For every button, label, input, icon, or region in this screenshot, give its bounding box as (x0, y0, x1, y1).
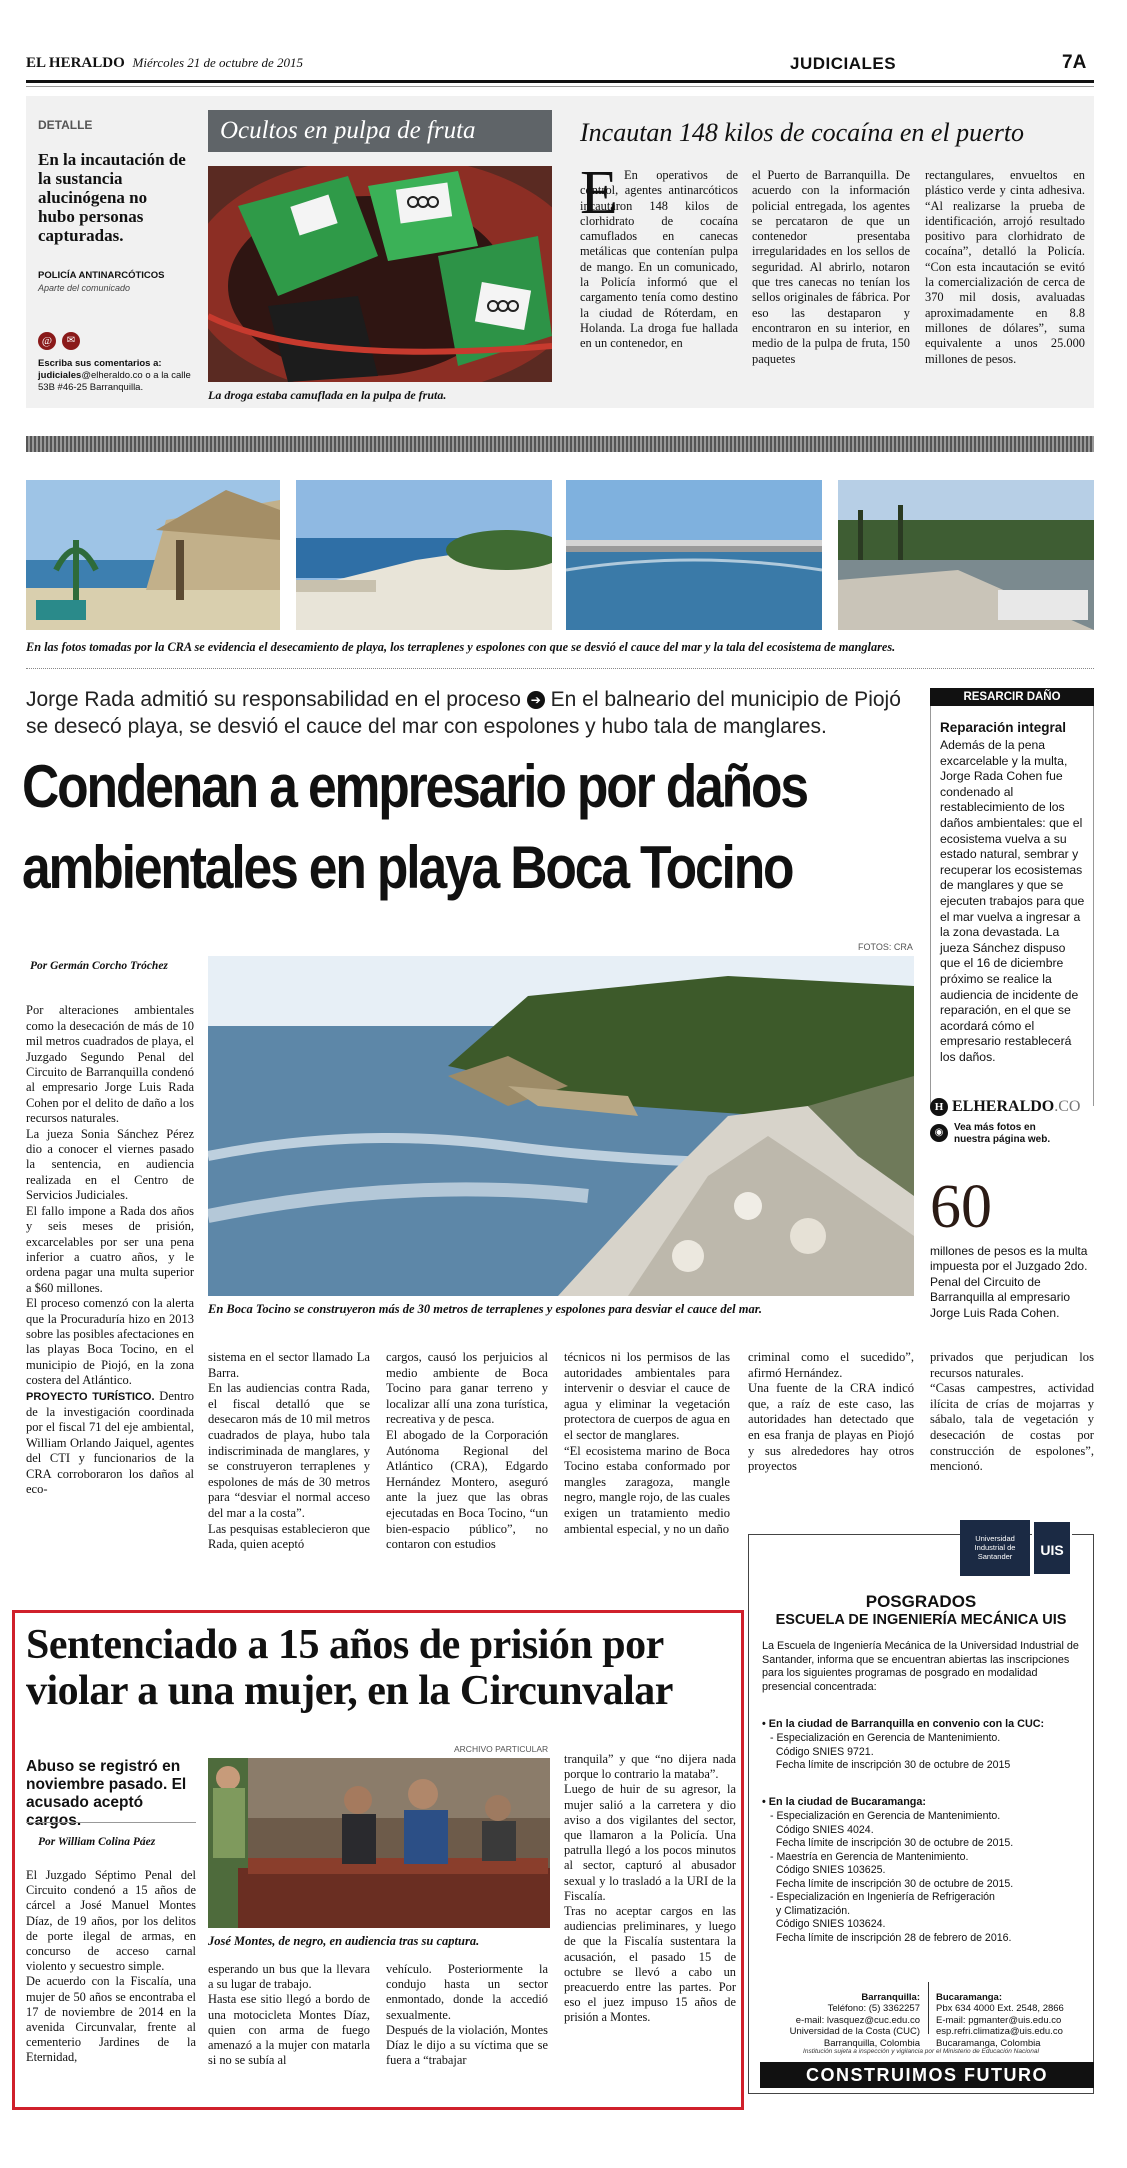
second-photo-caption: José Montes, de negro, en audiencia tras su captura. (208, 1934, 480, 1948)
ad-intro: La Escuela de Ingeniería Mecánica de la Universidad Industrial de Santander, informa que se encuentran abiertas las inscripciones para los siguientes programas de posgrado en modalidad presencial concentrada: (762, 1640, 1079, 1693)
camera-icon: ◉ (930, 1124, 948, 1142)
strip-photo-3 (566, 480, 822, 630)
ad-list-line: Fecha límite de inscripción 28 de febrero de 2016. (770, 1931, 1012, 1944)
ad-subtitle: ESCUELA DE INGENIERÍA MECÁNICA UIS (775, 1612, 1067, 1628)
web-text: Vea más fotos en nuestra página web. (954, 1122, 1051, 1145)
web-logo-suffix: .CO (1054, 1098, 1081, 1115)
second-col-a: El Juzgado Séptimo Penal del Circuito condenó a 15 años de cárcel a José Manuel Montes Díaz, de 19 años, por los delitos de porte ilegal de armas, en concurso de acceso carnal violento y secuestro simple. De acuerdo con la Fiscalía, una mujer de 50 años se encontraba el 17 de noviembre de 2014 en la avenida Circunvalar, frente al cementerio Jardines de la Eternidad, (26, 1868, 196, 2065)
kicker-a: Jorge Rada admitió su responsabilidad en el proceso (26, 688, 521, 711)
ad-contact-left-title: Barranquilla: (861, 1991, 920, 2003)
fruit-col-1: En operativos de control, agentes antinarcóticos incautaron 148 kilos de clorhidrato de cocaína camuflados en canecas metálicas que contenían pulpa de mango. En un comunicado, la Policía informó que el cargamento tenía como destino la ciudad de Róterdam, en Holanda. La droga fue hallada en un contenedor, en (580, 168, 738, 351)
main-col-c: cargos, causó los perjuicios al medio ambiente de Boca Tocino para ganar terreno y localizar allí una zona turística, recreativa y de pesca. El abogado de la Corporación Autónoma Regional del Atlántico (CRA), Edgardo Hernández Montero, aseguró ante la juez que las obras ejecutadas en Boca Tocino, “un bien-espacio público”, no contaron con estudios (386, 1350, 548, 1552)
main-kicker (26, 686, 916, 740)
main-col-a2-text: Dentro de la investigación coordinada por el fiscal 71 del eje ambiental, William Orlando Jaiquel, agentes del CTI y funcionarios de la CRA corroboraron los daños al eco- (26, 1388, 194, 1496)
strip-photo-2 (296, 480, 552, 630)
ad-list-line: Código SNIES 4024. (770, 1823, 874, 1836)
main-col-a (26, 988, 194, 1497)
ad-logo-mark: UIS (1032, 1520, 1072, 1576)
section-name: JUDICIALES (790, 54, 897, 73)
second-deck: Abuso se registró en noviembre pasado. El acusado aceptó cargos. (26, 1758, 187, 1829)
ad-contact-right-text: Pbx 634 4000 Ext. 2548, 2866 E-mail: pgmanter@uis.edu.co esp.refri.climatiza@uis.edu.co Bucaramanga, Colombia (936, 2003, 1064, 2049)
web-logo (952, 1098, 1080, 1116)
ad-footer: CONSTRUIMOS FUTURO (760, 2062, 1094, 2088)
ad-contact-divider (928, 1982, 929, 2034)
kicker-b: En el balneario del municipio de Piojó se desecó playa, se desvió el cauce del mar con espolones y hubo tala de manglares. (26, 688, 901, 738)
second-photo (208, 1758, 550, 1928)
ad-contact-left (770, 1980, 920, 2049)
deck-rule (26, 1822, 196, 1823)
fruit-col-2: el Puerto de Barranquilla. De acuerdo con la información policial entregada, los agentes se percataron de que un contenedor presentaba irregularidades en los sellos de seguridad. Al abrirlo, notaron que tres canecas no tenían los sellos originales de fábrica. Por eso las destaparon y encontraron en su interior, en medio de la pulpa de fruta, 150 paquetes (752, 168, 910, 366)
ad-city-1: • En la ciudad de Barranquilla en convenio con la CUC: (762, 1718, 1045, 1730)
ad-contact-right-title: Bucaramanga: (936, 1991, 1002, 2003)
ad-city-2: • En la ciudad de Bucaramanga: (762, 1796, 926, 1808)
second-headline: Sentenciado a 15 años de prisión por violar a una mujer, en la Circunvalar (26, 1622, 673, 1714)
header-rule (26, 80, 1094, 83)
strip-caption: En las fotos tomadas por la CRA se evidencia el desecamiento de playa, los terraplenes y espolones con que se desvió el cauce del mar y la tala del ecosistema de manglares. (26, 640, 896, 654)
ad-list-line: y Climatización. (770, 1904, 851, 1917)
sidebar-text: Además de la pena excarcelable y la multa, Jorge Rada Cohen fue condenado al restablecimiento de los daños ambientales: que el ecosistema vuelva a su estado natural, sembrar y recuperar los ecosistemas de manglares y que se ejecuten trabajos para que el mar vuelva a ingresar a la zona devastada. La jueza Sánchez dispuso que el 16 de diciembre próximo se realice la audiencia de incidente de reparación, en el que se acordará cómo el empresario restablecerá los daños. (940, 738, 1085, 1064)
fruit-photo-title: Ocultos en pulpa de fruta (208, 110, 552, 152)
contact-lead: Escriba sus comentarios a: (38, 358, 162, 369)
proyecto-label: PROYECTO TURÍSTICO. (26, 1390, 155, 1403)
main-col-e: criminal como el sucedido”, afirmó Hernández. Una fuente de la CRA indicó que, a raíz de este caso, las autoridades han detectado que en esa franja de playas en Piojó y sus alrededores hay otros proyectos (748, 1350, 914, 1474)
strip-photo-4 (838, 480, 1094, 630)
second-byline: Por William Colina Páez (38, 1836, 156, 1848)
ad-list-line: - Especialización en Gerencia de Mantenimiento. (770, 1810, 1001, 1822)
ad-list-line: Fecha límite de inscripción 30 de octubre de 2015. (770, 1877, 1014, 1890)
paper-name: EL HERALDO (26, 55, 125, 71)
page-number: 7A (1062, 52, 1087, 73)
ad-contact-right (936, 1980, 1086, 2049)
second-photo-credit: ARCHIVO PARTICULAR (454, 1744, 549, 1754)
fruit-photo-caption: La droga estaba camuflada en la pulpa de fruta. (208, 388, 447, 402)
main-byline: Por Germán Corcho Tróchez (30, 960, 168, 972)
detalle-text: En la incautación de la sustancia alucinógena no hubo personas capturadas. (38, 150, 186, 245)
ad-fine-print: Institución sujeta a inspección y vigilancia por el Ministerio de Educación Nacional (803, 2048, 1039, 2055)
detalle-source: POLICÍA ANTINARCÓTICOS (38, 270, 165, 281)
ad-list-line: - Maestría en Gerencia de Mantenimiento. (770, 1850, 969, 1863)
fruit-headline: Incautan 148 kilos de cocaína en el puerto (580, 118, 1025, 147)
ad-list-line: - Especialización en Ingeniería de Refrigeración (770, 1891, 995, 1903)
main-photo (208, 956, 914, 1296)
pattern-band (26, 436, 1094, 452)
issue-date: Miércoles 21 de octubre de 2015 (132, 55, 304, 70)
ad-city-1-label: En la ciudad de Barranquilla en convenio con la CUC: (768, 1718, 1045, 1730)
ad-contact-left-text: Teléfono: (5) 3362257 e-mail: lvasquez@cuc.edu.co Universidad de la Costa (CUC) Barranquilla, Colombia (789, 2003, 920, 2049)
fruit-col-3: rectangulares, envueltos en plástico verde y cinta adhesiva. “Al realizarse la prueba de identificación, arrojó resultado positivo para clorhidrato de cocaína”, detalló la Policía. “Con esta incautación se evitó la comercialización de cerca de 370 mil dosis, avaluadas aproximadamente en 8.8 millones de dólares”, suma equivalente a unos 25.000 millones de pesos. (925, 168, 1085, 366)
contact-email: judiciales (38, 370, 82, 381)
ad-list-line: Fecha límite de inscripción 30 de octubre de 2015 (770, 1759, 1011, 1771)
at-icon: @ (38, 332, 56, 350)
stat-text: millones de pesos es la multa impuesta por el Juzgado 2do. Penal del Circuito de Barranquilla al empresario Jorge Luis Rada Cohen. (930, 1244, 1088, 1320)
ad-title: POSGRADOS (865, 1592, 977, 1611)
sidebar-title: Reparación integral (940, 720, 1067, 735)
header-rule-thin (26, 86, 1094, 87)
second-col-c: vehículo. Posteriormente la condujo hasta un sector enmontado, donde la accedió sexualmente. Después de la violación, Montes Díaz le dijo a su víctima que se fuera a “trabajar (386, 1962, 548, 2068)
main-headline-line-2: ambientales en playa Boca Tocino (22, 834, 793, 901)
web-logo-text: ELHERALDO (952, 1098, 1055, 1115)
ad-logo-text: Universidad Industrial de Santander (960, 1520, 1030, 1576)
ad-city-1-items (770, 1732, 1080, 1773)
elheraldo-h-icon: H (930, 1098, 948, 1116)
main-col-b: sistema en el sector llamado La Barra. En las audiencias contra Rada, el fiscal detalló que se desecaron más de 10 mil metros cuadrados de playa, hubo tala indiscriminada de manglares, y se construyeron terraplenes y espolones de más de 30 metros para “desviar el normal acceso del mar a la costa”. Las pesquisas establecieron que Rada, quien aceptó (208, 1350, 370, 1552)
ad-list-line: Código SNIES 103624. (770, 1918, 886, 1930)
detalle-source-note: Aparte del comunicado (38, 283, 131, 293)
contact-rest: @elheraldo.co o a la calle 53B #46-25 Barranquilla. (38, 370, 191, 393)
mail-icon: ✉ (62, 332, 80, 350)
fruit-dropcap: E (580, 159, 618, 227)
ad-list-line: Código SNIES 103625. (770, 1864, 886, 1876)
main-col-d: técnicos ni los permisos de las autoridades ambientales para intervenir o desviar el cauce de agua y eliminar la vegetación protectora de cuerpos de agua en el sector de manglares. “El ecosistema marino de Boca Tocino estaba conformado por mangles zaragoza, mangle negro, mangle rojo, de las cuales exigen un tratamiento medio ambiental especial, y no un daño (564, 1350, 730, 1536)
fruit-photo (208, 166, 552, 382)
strip-photo-1 (26, 480, 280, 630)
masthead (26, 55, 303, 72)
ad-list-line: Fecha límite de inscripción 30 de octubre de 2015. (770, 1837, 1014, 1849)
ad-list-line: - Especialización en Gerencia de Mantenimiento. (770, 1732, 1001, 1744)
stat-number: 60 (930, 1173, 992, 1241)
sidebar-label: RESARCIR DAÑO (930, 688, 1094, 706)
main-col-a-text: Por alteraciones ambientales como la desecación de más de 10 mil metros cuadrados de playa, el Juzgado Segundo Penal del Circuito de Barranquilla condenó al empresario Jorge Luis Rada Cohen por el delito de daño a los recursos naturales. La jueza Sonia Sánchez Pérez dio a conocer el viernes pasado la sentencia, en audiencia realizada en el Centro de Servicios Judiciales. El fallo impone a Rada dos años y seis meses de prisión, excarcelables por ser una pena inferior a cuatro años, y le ordena pagar una multa superior a $60 millones. El proceso comenzó con la alerta que la Procuraduría hizo en 2013 sobre las posibles afectaciones en las playas Boca Tocino, en el municipio de Piojó, en la zona costera del Atlántico. (26, 1003, 194, 1388)
ad-city-2-label: En la ciudad de Bucaramanga: (768, 1796, 926, 1808)
ad-city-2-items (770, 1810, 1080, 1945)
main-photo-caption: En Boca Tocino se construyeron más de 30 metros de terraplenes y espolones para desviar el cauce del mar. (208, 1302, 763, 1316)
main-col-f: privados que perjudican los recursos naturales. “Casas campestres, actividad ilícita de crías de mojarras y sábalo, tala de vegetación y desecación de costas por construcción de espolones”, mencionó. (930, 1350, 1094, 1474)
detalle-label: DETALLE (38, 118, 93, 132)
second-col-d: tranquila” y que “no dijera nada porque lo contrario la mataba”. Luego de huir de su agresor, la mujer salió a la carretera y dio aviso a dos vigilantes del sector, que llamaron a la Policía. Una patrulla llegó a los pocos minutos al sector, capturó al abusador sexual y lo trasladó a la URI de la Fiscalía. Tras no aceptar cargos en las audiencias preliminares, y luego de que la Fiscalía sustentara la acusación, el pasado 15 de octubre se llevó a cabo un preacuerdo entre las partes. Por eso el juez impuso 15 años de prisión a Montes. (564, 1752, 736, 2025)
main-headline-line-1: Condenan a empresario por daños (22, 753, 807, 820)
detalle-contact (38, 358, 198, 394)
arrow-right-icon: ➔ (527, 691, 545, 709)
second-col-b: esperando un bus que la llevara a su lugar de trabajo. Hasta ese sitio llegó a bordo de una motocicleta Montes Díaz, quien con arma de fuego amenazó a la mujer con matarla si no se subía al (208, 1962, 370, 2068)
main-photo-credit: FOTOS: CRA (858, 942, 913, 952)
strip-divider (26, 668, 1094, 669)
ad-list-line: Código SNIES 9721. (770, 1745, 874, 1758)
